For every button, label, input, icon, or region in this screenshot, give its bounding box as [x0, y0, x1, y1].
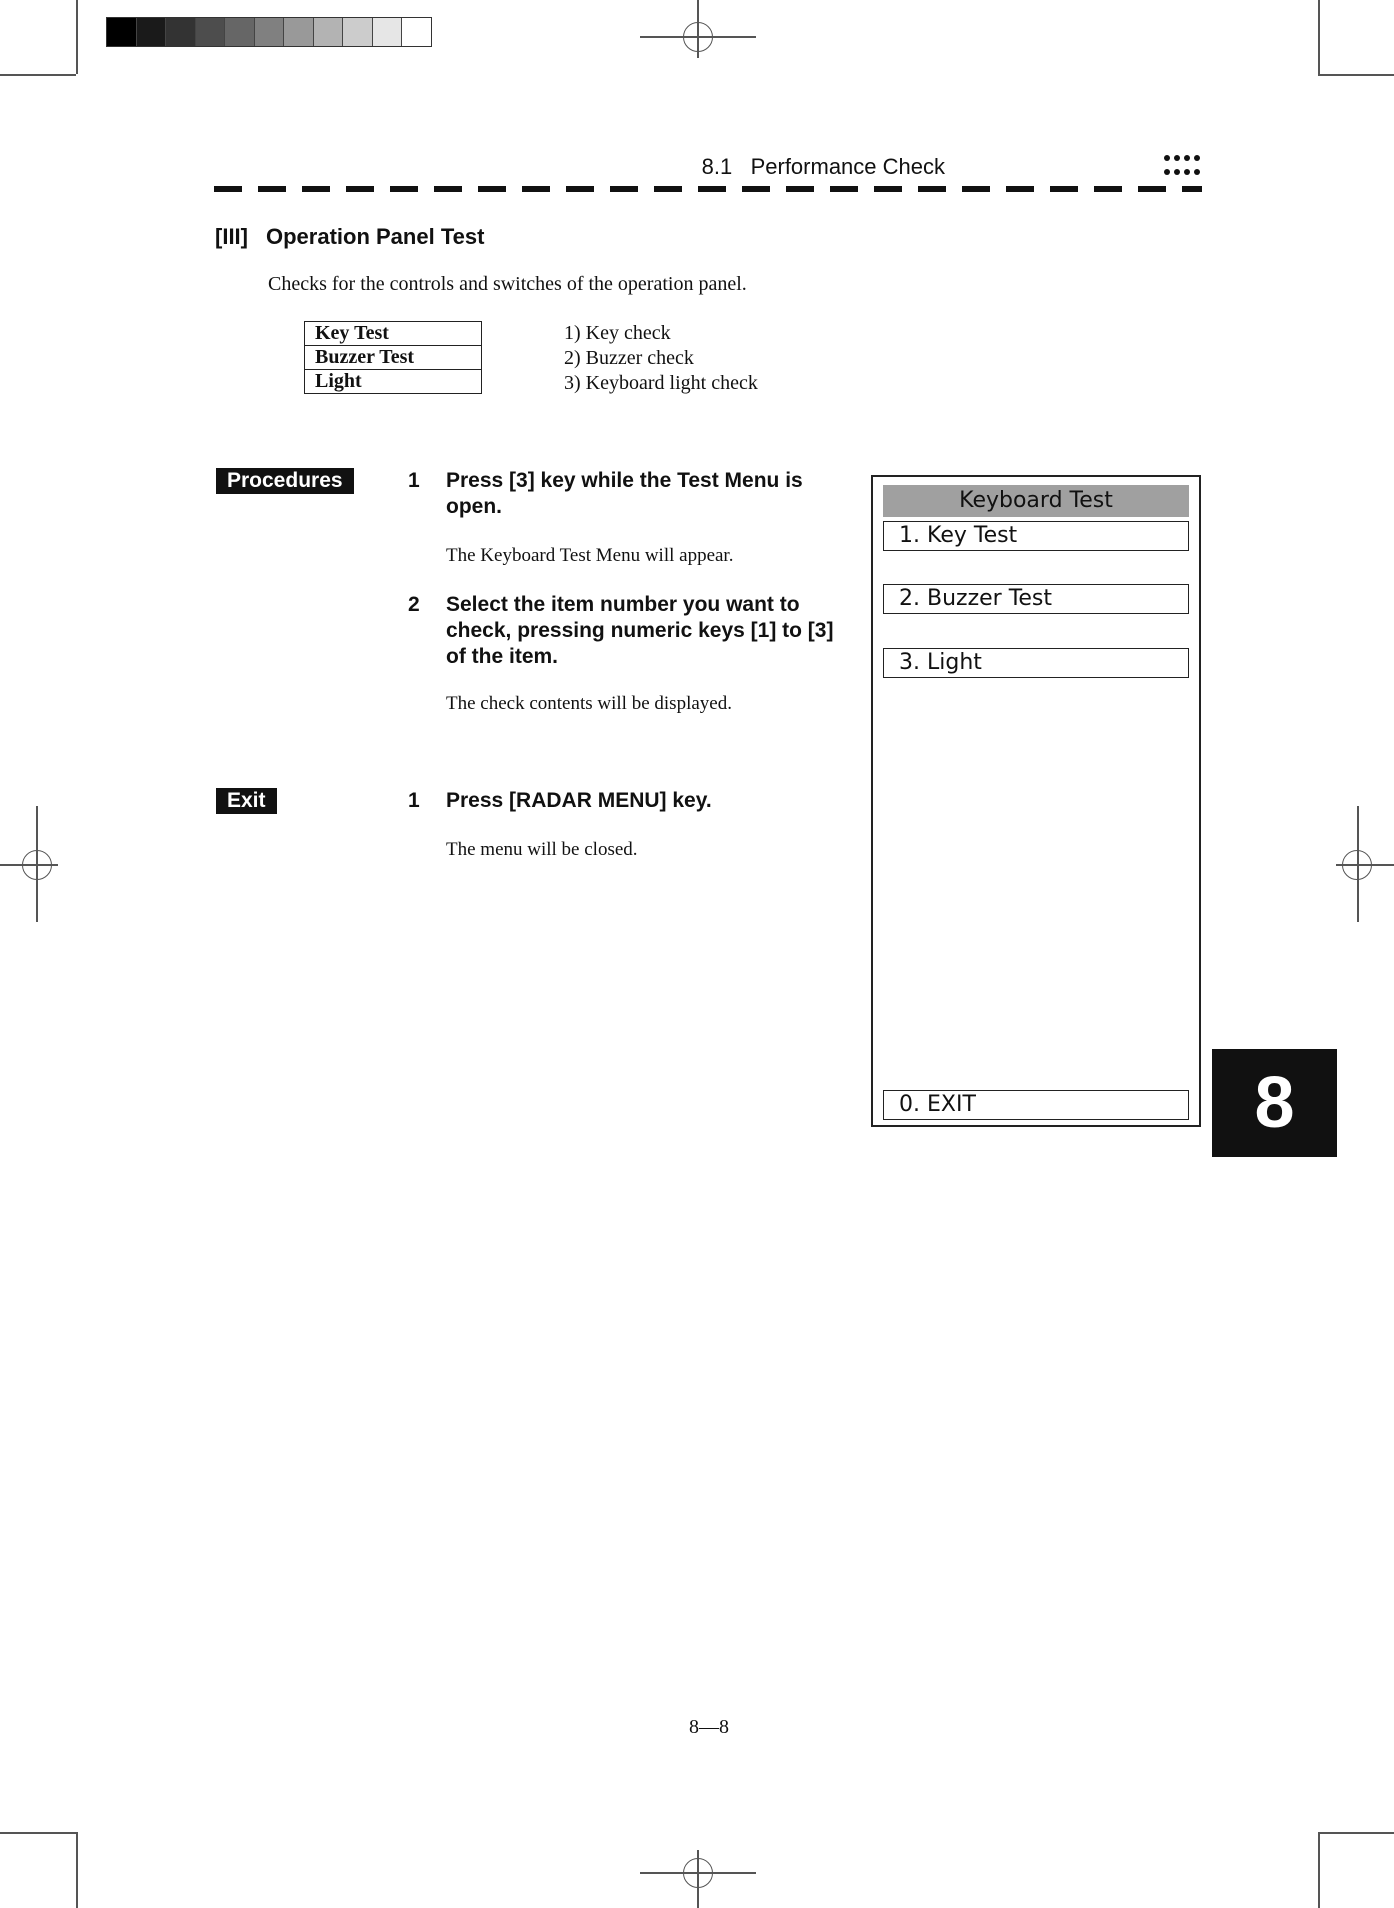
- grayscale-swatch: [195, 18, 225, 46]
- step-text: [446, 592, 833, 670]
- grayscale-bar: [106, 17, 432, 47]
- section-heading: [215, 224, 484, 250]
- step-number: 1: [408, 789, 420, 812]
- step-text-line: of the item.: [446, 645, 559, 668]
- grayscale-swatch: [107, 18, 136, 46]
- step-note: The check contents will be displayed.: [446, 693, 732, 714]
- header-section-title: Performance Check: [750, 154, 945, 179]
- header-section-number: 8.1: [701, 154, 733, 179]
- section-number: [III]: [215, 224, 248, 249]
- procedures-label: Procedures: [216, 468, 354, 494]
- test-items-table: [304, 321, 482, 394]
- crop-mark: [0, 74, 76, 76]
- crop-mark: [76, 1832, 78, 1908]
- table-row: [305, 346, 482, 370]
- screen-title: Keyboard Test: [883, 485, 1189, 517]
- step-number: 2: [408, 593, 420, 616]
- grayscale-swatch: [254, 18, 284, 46]
- menu-item-key-test[interactable]: 1. Key Test: [883, 521, 1189, 551]
- procedure-step-2: [408, 592, 868, 672]
- section-title: Operation Panel Test: [266, 224, 485, 249]
- table-cell: Key Test: [305, 322, 482, 346]
- menu-item-light[interactable]: 3. Light: [883, 648, 1189, 678]
- grayscale-swatch: [401, 18, 431, 46]
- chapter-tab: 8: [1212, 1049, 1337, 1157]
- step-text-line: Press [3] key while the Test Menu is: [446, 469, 803, 492]
- grayscale-swatch: [136, 18, 166, 46]
- section-intro: Checks for the controls and switches of the operation panel.: [268, 273, 747, 295]
- step-note: The Keyboard Test Menu will appear.: [446, 545, 734, 566]
- step-note: The menu will be closed.: [446, 839, 638, 860]
- running-header: [702, 154, 945, 180]
- table-row: [305, 370, 482, 394]
- step-text-line: Select the item number you want to: [446, 593, 800, 616]
- grayscale-swatch: [283, 18, 313, 46]
- exit-label: Exit: [216, 788, 277, 814]
- menu-item-exit[interactable]: 0. EXIT: [883, 1090, 1189, 1120]
- keyboard-test-screen: [871, 475, 1201, 1127]
- list-item: 2) Buzzer check: [564, 347, 694, 369]
- crop-mark: [1318, 1832, 1394, 1834]
- step-text-line: check, pressing numeric keys [1] to [3]: [446, 619, 834, 642]
- exit-step-1: [408, 788, 868, 818]
- table-row: [305, 322, 482, 346]
- test-descriptions: [564, 321, 758, 396]
- crop-mark: [1318, 1832, 1320, 1908]
- list-item: 1) Key check: [564, 322, 671, 344]
- table-cell: Buzzer Test: [305, 346, 482, 370]
- grayscale-swatch: [342, 18, 372, 46]
- step-text-line: open.: [446, 495, 502, 518]
- procedure-step-1: [408, 468, 868, 528]
- step-text: [446, 468, 803, 520]
- grayscale-swatch: [165, 18, 195, 46]
- crop-mark: [0, 1832, 76, 1834]
- grayscale-swatch: [224, 18, 254, 46]
- grayscale-swatch: [372, 18, 402, 46]
- dots-icon: [1162, 153, 1202, 181]
- crop-mark: [1318, 0, 1320, 74]
- page-number: 8—8: [689, 1716, 729, 1738]
- step-text: Press [RADAR MENU] key.: [446, 789, 712, 812]
- header-divider: [214, 186, 1202, 192]
- crop-mark: [1318, 74, 1394, 76]
- crop-mark: [76, 0, 78, 74]
- step-number: 1: [408, 469, 420, 492]
- table-cell: Light: [305, 370, 482, 394]
- menu-item-buzzer-test[interactable]: 2. Buzzer Test: [883, 584, 1189, 614]
- grayscale-swatch: [313, 18, 343, 46]
- list-item: 3) Keyboard light check: [564, 372, 758, 394]
